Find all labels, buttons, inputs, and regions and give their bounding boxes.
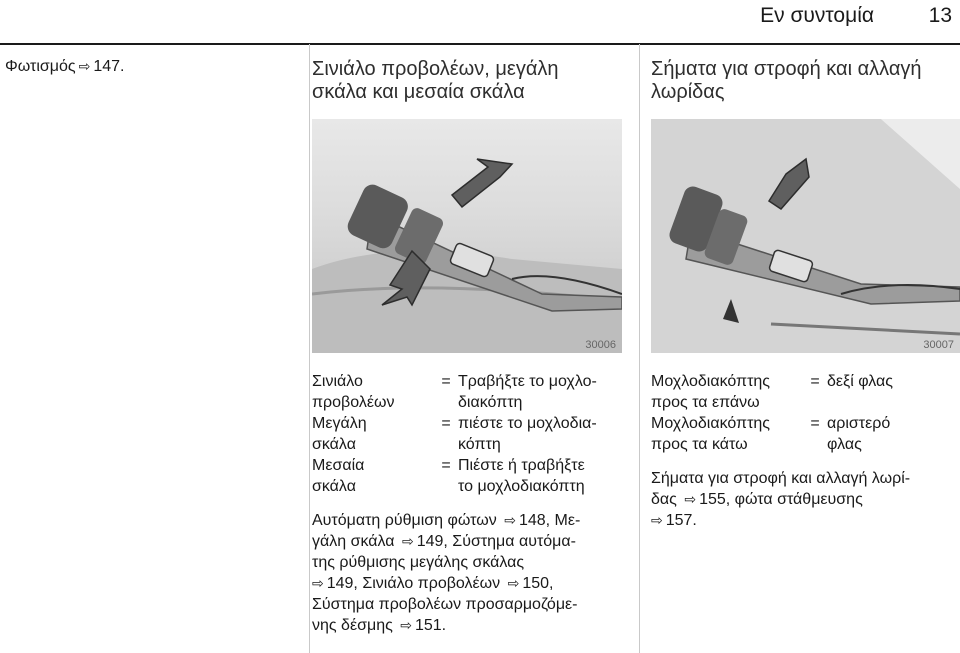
definition: κόπτη — [458, 436, 501, 453]
definition: Τραβήξτε το μοχλο- — [458, 373, 597, 390]
definition: πιέστε το μοχλοδια- — [458, 415, 597, 432]
definition: αριστερό — [827, 415, 891, 432]
image-code: 30007 — [923, 339, 954, 351]
headlight-stalk-photo — [312, 119, 622, 353]
definition: φλας — [827, 436, 862, 453]
section-heading — [651, 58, 960, 104]
turn-signal-stalk-photo — [651, 119, 960, 353]
definition-row — [651, 371, 947, 413]
ref-arrow-icon: ⇨ — [507, 575, 520, 591]
section-heading — [312, 58, 630, 104]
para-text: νης δέσμης — [312, 617, 393, 634]
definition: Πιέστε ή τραβήξτε — [458, 457, 585, 474]
equals-sign: = — [810, 373, 820, 390]
column-left — [0, 44, 300, 76]
ref-text: Φωτισμός — [5, 58, 76, 75]
definition-row — [312, 455, 628, 497]
cross-reference-paragraph — [651, 468, 947, 531]
stalk-illustration — [651, 119, 960, 353]
term: προς τα επάνω — [651, 394, 760, 411]
heading-line: σκάλα και μεσαία σκάλα — [312, 81, 525, 103]
ref-page-link[interactable]: 151. — [414, 617, 447, 634]
term: σκάλα — [312, 436, 356, 453]
column-divider — [309, 44, 310, 653]
definition: διακόπτη — [458, 394, 523, 411]
page-number: 13 — [928, 4, 952, 27]
para-text: της ρύθμισης μεγάλης σκάλας — [312, 554, 525, 571]
image-code: 30006 — [585, 339, 616, 351]
equals-sign: = — [441, 457, 451, 474]
para-text: Αυτόματη ρύθμιση φώτων — [312, 512, 497, 529]
term: προς τα κάτω — [651, 436, 748, 453]
term: σκάλα — [312, 478, 356, 495]
ref-arrow-icon: ⇨ — [684, 491, 697, 507]
para-text: Σήματα για στροφή και αλλαγή λωρί- — [651, 470, 911, 487]
definition: δεξί φλας — [827, 373, 893, 390]
ref-page-link[interactable]: 147. — [93, 58, 125, 75]
term: Μεγάλη — [312, 415, 367, 432]
ref-page-link[interactable]: 155, φώτα στάθμευσης — [699, 491, 863, 508]
definition-row — [312, 371, 628, 413]
column-divider — [639, 44, 640, 653]
ref-page-link[interactable]: 149, Σύστημα αυτόμα- — [416, 533, 576, 550]
ref-arrow-icon: ⇨ — [651, 512, 663, 528]
cross-reference-paragraph — [312, 510, 628, 636]
term: προβολέων — [312, 394, 395, 411]
ref-arrow-icon: ⇨ — [312, 575, 324, 591]
ref-arrow-icon: ⇨ — [504, 512, 516, 528]
ref-page-link[interactable]: 157. — [665, 512, 697, 529]
equals-sign: = — [810, 415, 820, 432]
heading-line: λωρίδας — [651, 81, 725, 103]
equals-sign: = — [441, 415, 451, 432]
term: Σινιάλο — [312, 373, 363, 390]
definition-table — [312, 371, 628, 636]
ref-page-link[interactable]: 148, Με- — [518, 512, 581, 529]
definition: το μοχλοδιακόπτη — [458, 478, 585, 495]
column-right — [651, 44, 960, 529]
para-text: δας — [651, 491, 677, 508]
heading-line: Σήματα για στροφή και αλλαγή — [651, 58, 922, 80]
column-middle — [312, 44, 630, 634]
term: Μοχλοδιακόπτης — [651, 373, 771, 390]
para-text: γάλη σκάλα — [312, 533, 395, 550]
definition-row — [651, 413, 947, 455]
ref-arrow-icon: ⇨ — [400, 617, 412, 633]
para-text: Σύστημα προβολέων προσαρμοζόμε- — [312, 596, 578, 613]
term: Μοχλοδιακόπτης — [651, 415, 771, 432]
cross-reference — [5, 58, 300, 76]
section-title: Εν συντομία — [760, 4, 874, 27]
stalk-illustration — [312, 119, 622, 353]
term: Μεσαία — [312, 457, 365, 474]
heading-line: Σινιάλο προβολέων, μεγάλη — [312, 58, 559, 80]
ref-arrow-icon: ⇨ — [78, 58, 91, 74]
equals-sign: = — [441, 373, 451, 390]
ref-arrow-icon: ⇨ — [401, 533, 414, 549]
ref-page-link[interactable]: 149, Σινιάλο προβολέων — [326, 575, 501, 592]
page-header — [0, 0, 960, 44]
definition-row — [312, 413, 628, 455]
definition-table — [651, 371, 947, 531]
ref-page-link[interactable]: 150, — [522, 575, 554, 592]
